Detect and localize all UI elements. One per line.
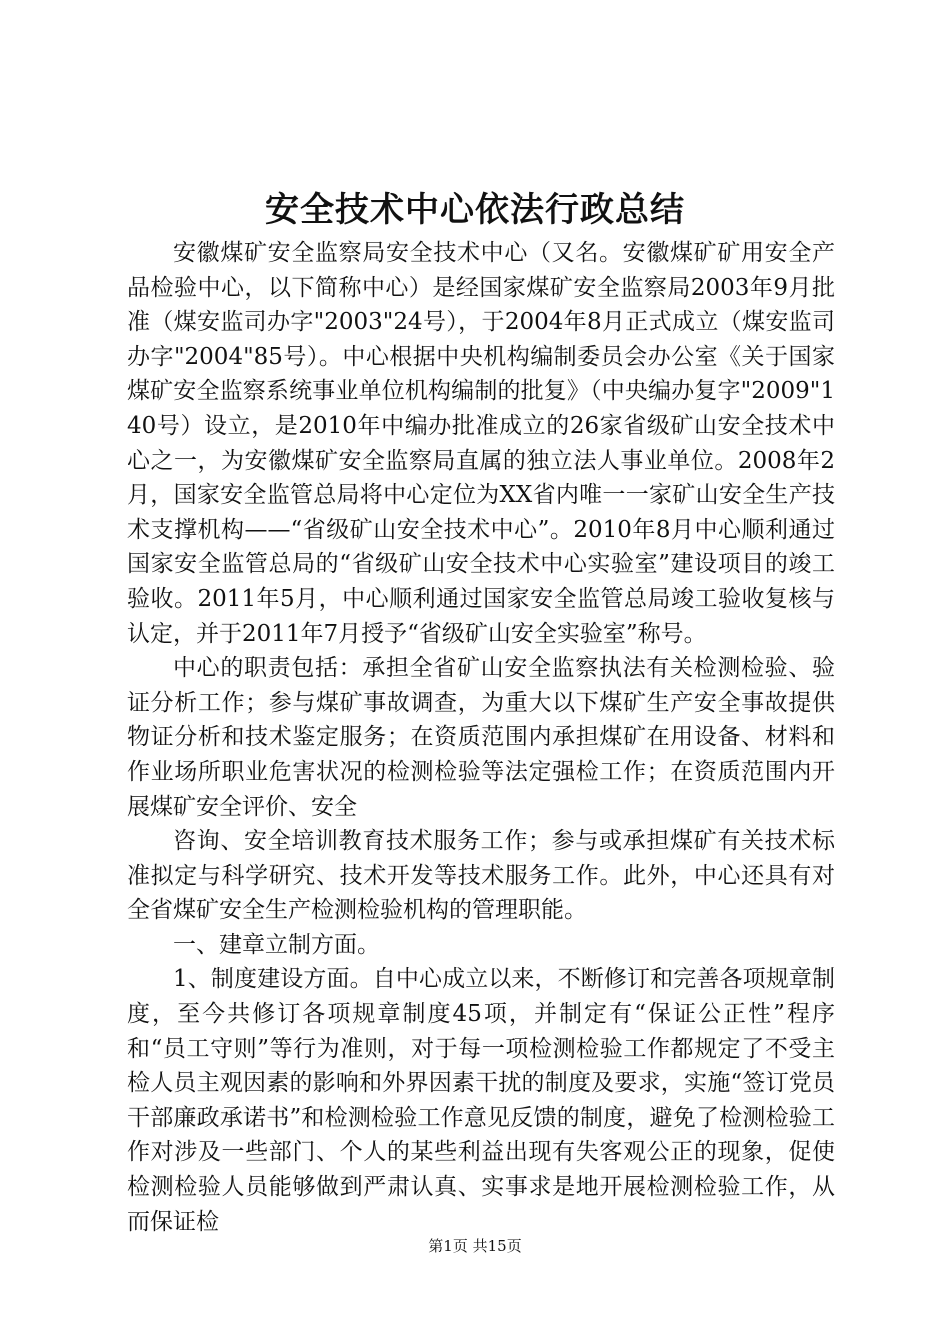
paragraph-system-building: 1、制度建设方面。自中心成立以来，不断修订和完善各项规章制度，至今共修订各项规章制度45项，并制定有“保证公正性”程序和“员工守则”等行为准则，对于每一项检测检验工作都规定了不受主检人员主观因素的影响和外界因素干扰的制度及要求，实施“签订党员干部廉政承诺书”和检测检验工作意见反馈的制度，避免了检测检验工作对涉及一些部门、个人的某些利益出现有失客观公正的现象，促使检测检验人员能够做到严肃认真、实事求是地开展检测检验工作，从而保证检: [127, 966, 835, 1235]
paragraph-duties-continued: 咨询、安全培训教育技术服务工作；参与或承担煤矿有关技术标准拟定与科学研究、技术开发等技术服务工作。此外，中心还具有对全省煤矿安全生产检测检验机构的管理职能。: [127, 828, 835, 924]
document-title: 安全技术中心依法行政总结: [265, 190, 685, 230]
section-heading-rules: 一、建章立制方面。: [173, 931, 380, 958]
paragraph-duties: 中心的职责包括：承担全省矿山安全监察执法有关检测检验、验证分析工作；参与煤矿事故调查，为重大以下煤矿生产安全事故提供物证分析和技术鉴定服务；在资质范围内承担煤矿在用设备、材料和作业场所职业危害状况的检测检验等法定强检工作；在资质范围内开展煤矿安全评价、安全: [127, 655, 835, 820]
paragraph-intro: 安徽煤矿安全监察局安全技术中心（又名。安徽煤矿矿用安全产品检验中心，以下简称中心）是经国家煤矿安全监察局2003年9月批准（煤安监司办字"2003"24号），于2004年8月正式成立（煤安监司办字"2004"85号）。中心根据中央机构编制委员会办公室《关于国家煤矿安全监察系统事业单位机构编制的批复》（中央编办复字"2009"140号）设立，是2010年中编办批准成立的26家省级矿山安全技术中心之一，为安徽煤矿安全监察局直属的独立法人事业单位。2008年2月，国家安全监管总局将中心定位为XX省内唯一一家矿山安全生产技术支撑机构——“省级矿山安全技术中心”。2010年8月中心顺利通过国家安全监管总局的“省级矿山安全技术中心实验室”建设项目的竣工验收。2011年5月，中心顺利通过国家安全监管总局竣工验收复核与认定，并于2011年7月授予“省级矿山安全实验室”称号。: [127, 240, 835, 647]
document-body: [127, 236, 835, 1239]
page-number-footer: 第1页 共15页: [428, 1237, 522, 1255]
